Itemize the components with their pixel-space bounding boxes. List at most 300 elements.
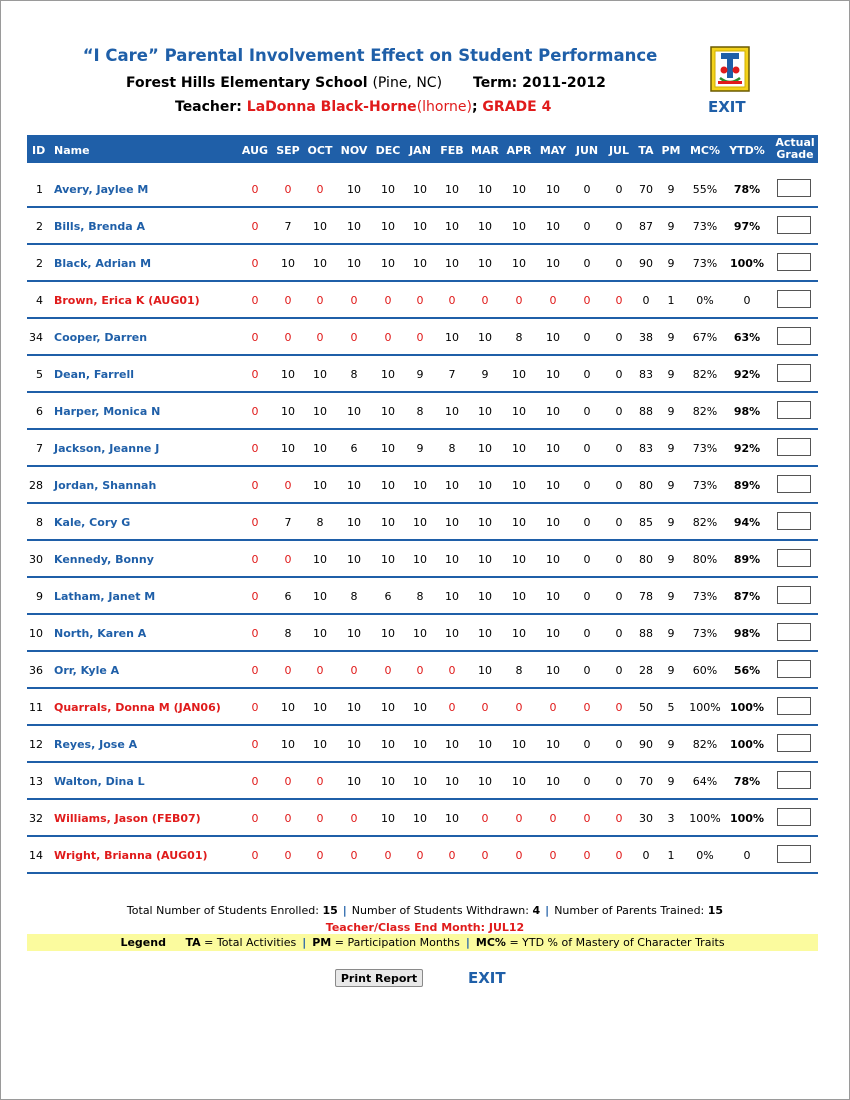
month-aug-value: 0 bbox=[251, 664, 259, 677]
month-jul-value: 0 bbox=[615, 442, 623, 455]
mc-value: 82% bbox=[692, 738, 718, 751]
month-sep-value: 10 bbox=[281, 405, 295, 418]
actual-grade-input[interactable] bbox=[777, 697, 811, 715]
month-jan-value: 0 bbox=[416, 849, 424, 862]
month-mar-value: 10 bbox=[478, 442, 492, 455]
student-id: 12 bbox=[29, 738, 43, 751]
month-nov-value: 10 bbox=[347, 738, 361, 751]
actual-grade-input[interactable] bbox=[777, 401, 811, 419]
month-nov-value: 0 bbox=[350, 812, 358, 825]
month-dec-value: 0 bbox=[384, 664, 392, 677]
month-mar-value: 0 bbox=[481, 849, 489, 862]
month-feb-value: 10 bbox=[445, 738, 459, 751]
pm-value: 9 bbox=[667, 664, 675, 677]
month-jan-value: 8 bbox=[416, 590, 424, 603]
student-name: Latham, Janet M bbox=[54, 590, 156, 603]
report-title: “I Care” Parental Involvement Effect on Student Performance bbox=[82, 46, 658, 65]
month-dec-value: 10 bbox=[381, 812, 395, 825]
table-row bbox=[27, 652, 818, 689]
ytd-value: 89% bbox=[733, 479, 761, 492]
month-may-value: 10 bbox=[546, 331, 560, 344]
month-oct-value: 10 bbox=[313, 368, 327, 381]
month-jan-value: 0 bbox=[416, 664, 424, 677]
table-row bbox=[27, 467, 818, 504]
table-row bbox=[27, 245, 818, 282]
month-feb-value: 0 bbox=[448, 294, 456, 307]
month-sep-value: 0 bbox=[284, 479, 292, 492]
legend-ta-key: TA bbox=[185, 936, 201, 949]
month-feb-value: 0 bbox=[448, 849, 456, 862]
month-jul-value: 0 bbox=[615, 405, 623, 418]
month-feb-value: 10 bbox=[445, 812, 459, 825]
month-sep-value: 8 bbox=[284, 627, 292, 640]
month-dec-value: 10 bbox=[381, 627, 395, 640]
month-nov-value: 10 bbox=[347, 516, 361, 529]
mc-value: 0% bbox=[696, 849, 714, 862]
mc-value: 100% bbox=[689, 812, 721, 825]
mc-value: 82% bbox=[692, 405, 718, 418]
actual-grade-input[interactable] bbox=[777, 734, 811, 752]
actual-grade-input[interactable] bbox=[777, 438, 811, 456]
month-apr-value: 10 bbox=[512, 368, 526, 381]
month-jul-value: 0 bbox=[615, 368, 623, 381]
actual-grade-input[interactable] bbox=[777, 512, 811, 530]
pm-value: 9 bbox=[667, 627, 675, 640]
month-jul-value: 0 bbox=[615, 849, 623, 862]
ta-value: 88 bbox=[639, 405, 653, 418]
actual-grade-input[interactable] bbox=[777, 253, 811, 271]
month-mar-value: 10 bbox=[478, 516, 492, 529]
month-oct-value: 0 bbox=[316, 664, 324, 677]
month-jul-value: 0 bbox=[615, 590, 623, 603]
student-id: 34 bbox=[29, 331, 43, 344]
month-aug-value: 0 bbox=[251, 257, 259, 270]
month-may-value: 10 bbox=[546, 627, 560, 640]
month-sep-value: 6 bbox=[284, 590, 292, 603]
table-row bbox=[27, 319, 818, 356]
month-dec-value: 6 bbox=[384, 590, 392, 603]
month-mar-value: 0 bbox=[481, 701, 489, 714]
student-id: 5 bbox=[36, 368, 43, 381]
month-mar-value: 10 bbox=[478, 738, 492, 751]
month-sep-value: 10 bbox=[281, 257, 295, 270]
month-mar-value: 10 bbox=[478, 479, 492, 492]
month-dec-value: 10 bbox=[381, 775, 395, 788]
month-dec-value: 10 bbox=[381, 701, 395, 714]
ta-value: 85 bbox=[639, 516, 653, 529]
month-apr-value: 10 bbox=[512, 257, 526, 270]
table-row bbox=[27, 430, 818, 467]
mc-value: 80% bbox=[692, 553, 718, 566]
month-apr-value: 10 bbox=[512, 553, 526, 566]
col-mar: MAR bbox=[471, 144, 499, 157]
month-dec-value: 10 bbox=[381, 479, 395, 492]
month-dec-value: 10 bbox=[381, 405, 395, 418]
student-name: Reyes, Jose A bbox=[54, 738, 138, 751]
month-mar-value: 10 bbox=[478, 775, 492, 788]
month-apr-value: 10 bbox=[512, 738, 526, 751]
month-oct-value: 0 bbox=[316, 294, 324, 307]
ytd-value: 92% bbox=[733, 368, 761, 381]
col-aug: AUG bbox=[241, 144, 269, 157]
student-name: Dean, Farrell bbox=[54, 368, 134, 381]
table-row bbox=[27, 171, 818, 208]
month-mar-value: 10 bbox=[478, 664, 492, 677]
month-jul-value: 0 bbox=[615, 516, 623, 529]
month-oct-value: 0 bbox=[316, 849, 324, 862]
actual-grade-input[interactable] bbox=[777, 771, 811, 789]
mc-value: 82% bbox=[692, 368, 718, 381]
month-may-value: 10 bbox=[546, 553, 560, 566]
month-oct-value: 10 bbox=[313, 405, 327, 418]
month-jul-value: 0 bbox=[615, 553, 623, 566]
month-jun-value: 0 bbox=[583, 812, 591, 825]
month-aug-value: 0 bbox=[251, 442, 259, 455]
month-jan-value: 10 bbox=[413, 257, 427, 270]
mc-value: 73% bbox=[692, 479, 718, 492]
month-jun-value: 0 bbox=[583, 590, 591, 603]
actual-grade-input[interactable] bbox=[777, 808, 811, 826]
student-name: North, Karen A bbox=[54, 627, 147, 640]
month-aug-value: 0 bbox=[251, 701, 259, 714]
student-id: 7 bbox=[36, 442, 43, 455]
ytd-value: 89% bbox=[733, 553, 761, 566]
month-may-value: 10 bbox=[546, 368, 560, 381]
month-jul-value: 0 bbox=[615, 183, 623, 196]
ytd-value: 92% bbox=[733, 442, 761, 455]
month-mar-value: 10 bbox=[478, 220, 492, 233]
month-oct-value: 10 bbox=[313, 590, 327, 603]
school-name: Forest Hills Elementary School bbox=[126, 75, 368, 91]
month-dec-value: 10 bbox=[381, 442, 395, 455]
month-dec-value: 10 bbox=[381, 516, 395, 529]
pm-value: 1 bbox=[667, 294, 675, 307]
month-jan-value: 10 bbox=[413, 553, 427, 566]
exit-link-top[interactable]: EXIT bbox=[708, 98, 746, 116]
mc-value: 67% bbox=[692, 331, 718, 344]
legend-ta-text: = Total Activities bbox=[204, 936, 297, 949]
mc-value: 73% bbox=[692, 257, 718, 270]
month-jul-value: 0 bbox=[615, 812, 623, 825]
month-aug-value: 0 bbox=[251, 516, 259, 529]
month-aug-value: 0 bbox=[251, 405, 259, 418]
student-name: Brown, Erica K (AUG01) bbox=[54, 294, 200, 307]
table-row bbox=[27, 837, 818, 874]
actual-grade-input[interactable] bbox=[777, 623, 811, 641]
month-jan-value: 10 bbox=[413, 516, 427, 529]
table-header bbox=[27, 135, 818, 163]
actual-grade-input[interactable] bbox=[777, 845, 811, 863]
month-apr-value: 0 bbox=[515, 849, 523, 862]
month-dec-value: 10 bbox=[381, 368, 395, 381]
student-name: Kennedy, Bonny bbox=[54, 553, 154, 566]
month-jul-value: 0 bbox=[615, 257, 623, 270]
pm-value: 9 bbox=[667, 775, 675, 788]
print-report-button[interactable]: Print Report bbox=[335, 969, 423, 987]
month-feb-value: 10 bbox=[445, 590, 459, 603]
ta-value: 38 bbox=[639, 331, 653, 344]
month-aug-value: 0 bbox=[251, 849, 259, 862]
month-apr-value: 10 bbox=[512, 405, 526, 418]
month-may-value: 10 bbox=[546, 664, 560, 677]
teacher-label: Teacher: bbox=[175, 99, 242, 115]
ta-value: 88 bbox=[639, 627, 653, 640]
month-apr-value: 10 bbox=[512, 775, 526, 788]
ytd-value: 94% bbox=[733, 516, 761, 529]
month-nov-value: 10 bbox=[347, 627, 361, 640]
mc-value: 55% bbox=[692, 183, 718, 196]
ta-value: 80 bbox=[639, 479, 653, 492]
col-apr: APR bbox=[506, 144, 532, 157]
ytd-value: 56% bbox=[733, 664, 761, 677]
month-oct-value: 10 bbox=[313, 220, 327, 233]
parents-count: 15 bbox=[707, 904, 724, 917]
ytd-value: 98% bbox=[733, 405, 761, 418]
ta-value: 50 bbox=[639, 701, 653, 714]
col-may: MAY bbox=[539, 144, 567, 157]
ta-value: 78 bbox=[639, 590, 653, 603]
month-sep-value: 10 bbox=[281, 738, 295, 751]
student-id: 6 bbox=[36, 405, 43, 418]
col-actual-grade-line2: Grade bbox=[776, 148, 814, 161]
actual-grade-input[interactable] bbox=[777, 179, 811, 197]
month-mar-value: 9 bbox=[481, 368, 489, 381]
month-apr-value: 10 bbox=[512, 590, 526, 603]
exit-link-bottom[interactable]: EXIT bbox=[468, 969, 506, 987]
month-jun-value: 0 bbox=[583, 183, 591, 196]
student-id: 10 bbox=[29, 627, 43, 640]
table-row bbox=[27, 763, 818, 800]
month-may-value: 10 bbox=[546, 738, 560, 751]
ta-value: 70 bbox=[639, 775, 653, 788]
month-feb-value: 8 bbox=[448, 442, 456, 455]
month-sep-value: 10 bbox=[281, 701, 295, 714]
ytd-value: 78% bbox=[733, 183, 761, 196]
legend-mc-text: = YTD % of Mastery of Character Traits bbox=[509, 936, 725, 949]
table-row bbox=[27, 208, 818, 245]
student-name: Wright, Brianna (AUG01) bbox=[54, 849, 208, 862]
month-apr-value: 0 bbox=[515, 294, 523, 307]
pm-value: 9 bbox=[667, 405, 675, 418]
month-jun-value: 0 bbox=[583, 331, 591, 344]
month-jan-value: 10 bbox=[413, 701, 427, 714]
student-name: Orr, Kyle A bbox=[54, 664, 120, 677]
ytd-value: 100% bbox=[730, 812, 764, 825]
month-dec-value: 0 bbox=[384, 849, 392, 862]
month-oct-value: 0 bbox=[316, 775, 324, 788]
month-sep-value: 0 bbox=[284, 849, 292, 862]
actual-grade-input[interactable] bbox=[777, 327, 811, 345]
student-name: Harper, Monica N bbox=[54, 405, 161, 418]
parents-label: Number of Parents Trained: bbox=[554, 904, 705, 917]
month-jan-value: 10 bbox=[413, 812, 427, 825]
ytd-value: 87% bbox=[733, 590, 761, 603]
month-jul-value: 0 bbox=[615, 479, 623, 492]
ytd-value: 100% bbox=[730, 257, 764, 270]
student-id: 9 bbox=[36, 590, 43, 603]
student-name: Williams, Jason (FEB07) bbox=[54, 812, 201, 825]
month-dec-value: 10 bbox=[381, 553, 395, 566]
legend-title: Legend bbox=[120, 936, 166, 949]
month-apr-value: 10 bbox=[512, 627, 526, 640]
month-jun-value: 0 bbox=[583, 738, 591, 751]
mc-value: 100% bbox=[689, 701, 721, 714]
month-aug-value: 0 bbox=[251, 294, 259, 307]
month-jun-value: 0 bbox=[583, 627, 591, 640]
month-nov-value: 10 bbox=[347, 701, 361, 714]
col-oct: OCT bbox=[307, 144, 333, 157]
ta-value: 30 bbox=[639, 812, 653, 825]
pm-value: 9 bbox=[667, 442, 675, 455]
student-id: 14 bbox=[29, 849, 43, 862]
month-dec-value: 0 bbox=[384, 294, 392, 307]
actual-grade-input[interactable] bbox=[777, 475, 811, 493]
actual-grade-input[interactable] bbox=[777, 660, 811, 678]
month-nov-value: 0 bbox=[350, 294, 358, 307]
mc-value: 64% bbox=[692, 775, 718, 788]
month-oct-value: 10 bbox=[313, 738, 327, 751]
teacher-name: LaDonna Black-Horne bbox=[246, 99, 417, 115]
table-row bbox=[27, 615, 818, 652]
month-apr-value: 10 bbox=[512, 220, 526, 233]
month-may-value: 10 bbox=[546, 220, 560, 233]
month-sep-value: 0 bbox=[284, 294, 292, 307]
month-jul-value: 0 bbox=[615, 664, 623, 677]
col-mc: MC% bbox=[689, 144, 721, 157]
month-aug-value: 0 bbox=[251, 331, 259, 344]
month-jul-value: 0 bbox=[615, 627, 623, 640]
month-jul-value: 0 bbox=[615, 738, 623, 751]
pm-value: 9 bbox=[667, 479, 675, 492]
month-may-value: 0 bbox=[549, 294, 557, 307]
month-feb-value: 10 bbox=[445, 553, 459, 566]
month-feb-value: 0 bbox=[448, 701, 456, 714]
table-row bbox=[27, 393, 818, 430]
ta-value: 83 bbox=[639, 442, 653, 455]
pm-value: 9 bbox=[667, 516, 675, 529]
ytd-value: 63% bbox=[733, 331, 761, 344]
month-dec-value: 10 bbox=[381, 257, 395, 270]
month-feb-value: 10 bbox=[445, 627, 459, 640]
month-may-value: 0 bbox=[549, 849, 557, 862]
month-aug-value: 0 bbox=[251, 368, 259, 381]
table-row bbox=[27, 504, 818, 541]
table-row bbox=[27, 800, 818, 837]
col-actual-grade-line1: Actual bbox=[775, 136, 815, 149]
col-dec: DEC bbox=[375, 144, 401, 157]
month-feb-value: 10 bbox=[445, 257, 459, 270]
ytd-value: 97% bbox=[733, 220, 761, 233]
student-id: 36 bbox=[29, 664, 43, 677]
month-jan-value: 10 bbox=[413, 220, 427, 233]
student-id: 13 bbox=[29, 775, 43, 788]
actual-grade-input[interactable] bbox=[777, 549, 811, 567]
i-care-logo-icon bbox=[710, 46, 750, 92]
actual-grade-input[interactable] bbox=[777, 364, 811, 382]
month-feb-value: 10 bbox=[445, 479, 459, 492]
month-apr-value: 0 bbox=[515, 701, 523, 714]
month-oct-value: 10 bbox=[313, 479, 327, 492]
month-jul-value: 0 bbox=[615, 294, 623, 307]
student-name: Walton, Dina L bbox=[54, 775, 145, 788]
col-ta: TA bbox=[638, 144, 654, 157]
month-jan-value: 10 bbox=[413, 183, 427, 196]
month-nov-value: 10 bbox=[347, 775, 361, 788]
month-jun-value: 0 bbox=[583, 405, 591, 418]
student-name: Quarrals, Donna M (JAN06) bbox=[54, 701, 221, 714]
ta-value: 80 bbox=[639, 553, 653, 566]
table-row bbox=[27, 282, 818, 319]
ta-value: 83 bbox=[639, 368, 653, 381]
month-jan-value: 10 bbox=[413, 738, 427, 751]
month-sep-value: 0 bbox=[284, 812, 292, 825]
month-apr-value: 10 bbox=[512, 442, 526, 455]
month-nov-value: 10 bbox=[347, 183, 361, 196]
month-nov-value: 0 bbox=[350, 331, 358, 344]
month-jun-value: 0 bbox=[583, 479, 591, 492]
mc-value: 0% bbox=[696, 294, 714, 307]
month-sep-value: 7 bbox=[284, 516, 292, 529]
student-name: Bills, Brenda A bbox=[54, 220, 145, 233]
month-oct-value: 0 bbox=[316, 183, 324, 196]
month-mar-value: 10 bbox=[478, 405, 492, 418]
student-table-body bbox=[27, 171, 818, 874]
col-sep: SEP bbox=[276, 144, 300, 157]
month-jan-value: 10 bbox=[413, 775, 427, 788]
month-oct-value: 10 bbox=[313, 257, 327, 270]
col-ytd: YTD% bbox=[729, 144, 765, 157]
student-id: 4 bbox=[36, 294, 43, 307]
month-jul-value: 0 bbox=[615, 775, 623, 788]
month-feb-value: 10 bbox=[445, 775, 459, 788]
month-dec-value: 10 bbox=[381, 220, 395, 233]
month-apr-value: 0 bbox=[515, 812, 523, 825]
grade-label: GRADE 4 bbox=[482, 99, 552, 115]
month-nov-value: 10 bbox=[347, 479, 361, 492]
month-aug-value: 0 bbox=[251, 738, 259, 751]
pm-value: 1 bbox=[667, 849, 675, 862]
ta-value: 0 bbox=[642, 849, 650, 862]
month-jul-value: 0 bbox=[615, 220, 623, 233]
mc-value: 82% bbox=[692, 516, 718, 529]
month-aug-value: 0 bbox=[251, 627, 259, 640]
ytd-value: 98% bbox=[733, 627, 761, 640]
col-name: Name bbox=[54, 144, 90, 157]
student-id: 8 bbox=[36, 516, 43, 529]
month-apr-value: 8 bbox=[515, 331, 523, 344]
month-aug-value: 0 bbox=[251, 812, 259, 825]
month-sep-value: 0 bbox=[284, 664, 292, 677]
summary-line: Total Number of Students Enrolled: 15 | Number of Students Withdrawn: 4 | Number of Parents Trained: 15 bbox=[126, 904, 724, 917]
enrolled-label: Total Number of Students Enrolled: bbox=[126, 904, 319, 917]
month-nov-value: 0 bbox=[350, 664, 358, 677]
month-jun-value: 0 bbox=[583, 516, 591, 529]
month-aug-value: 0 bbox=[251, 553, 259, 566]
table-row bbox=[27, 726, 818, 763]
actual-grade-input[interactable] bbox=[777, 290, 811, 308]
month-jun-value: 0 bbox=[583, 220, 591, 233]
ta-value: 87 bbox=[639, 220, 653, 233]
month-mar-value: 10 bbox=[478, 590, 492, 603]
month-sep-value: 0 bbox=[284, 331, 292, 344]
actual-grade-input[interactable] bbox=[777, 216, 811, 234]
col-nov: NOV bbox=[340, 144, 368, 157]
month-sep-value: 10 bbox=[281, 368, 295, 381]
month-nov-value: 8 bbox=[350, 590, 358, 603]
month-jun-value: 0 bbox=[583, 553, 591, 566]
month-mar-value: 10 bbox=[478, 183, 492, 196]
actual-grade-input[interactable] bbox=[777, 586, 811, 604]
